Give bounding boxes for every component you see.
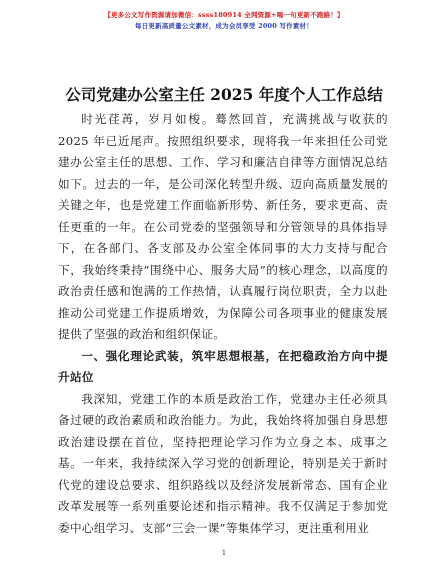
page-number: 1 — [221, 549, 227, 557]
body-paragraph: 我深知，党建工作的本质是政治工作，党建办主任必须具备过硬的政治素质和政治能力。为此，我始终将加强自身思想政治建设摆在首位，坚持把理论学习作为立身之本、成事之基。一年来，我持续深入学习党的创新理论，特别是关于新时代党的建设总要求、组织路线以及经济发展新常态、国有企业改革发展等一系列重要论述和指示精神。我不仅满足于参加党委中心组学习、支部“三会一课”等集体学习，更注重利用业 — [58, 391, 388, 535]
promo-banner-line-2: 每日更新高质量公文素材，成为会员享受 2000 写作素材！ — [135, 22, 313, 30]
section-heading: 一、强化理论武装，筑牢思想根基，在把稳政治方向中提升站位 — [58, 348, 388, 384]
document-title: 公司党建办公室主任 2025 年度个人工作总结 — [65, 85, 383, 104]
document-body — [58, 109, 388, 539]
promo-banner-line-1: 【更多公文写作资源请加微信：ssss180914 全网资源+喝一句更新不跑路！】 — [104, 11, 344, 19]
body-paragraph: 时光荏苒，岁月如梭。蓦然回首，充满挑战与收获的 2025 年已近尾声。按照组织要求，现将我一年来担任公司党建办公室主任的思想、工作、学习和廉洁自律等方面情况总结如下。过去的一年，是公司深化转型升级、迈向高质量发展的关键之年，也是党建工作面临新形势、新任务，要求更高、责任更重的一年。在公司党委的坚强领导和分管领导的具体指导下，在各部门、各支部及办公室全体同事的大力支持与配合下，我始终秉持“围绕中心、服务大局”的核心理念，以高度的政治责任感和饱满的工作热情，认真履行岗位职责，全力以赴推动公司党建工作提质增效，为保障公司各项事业的健康发展提供了坚强的政治和组织保证。 — [58, 112, 388, 341]
